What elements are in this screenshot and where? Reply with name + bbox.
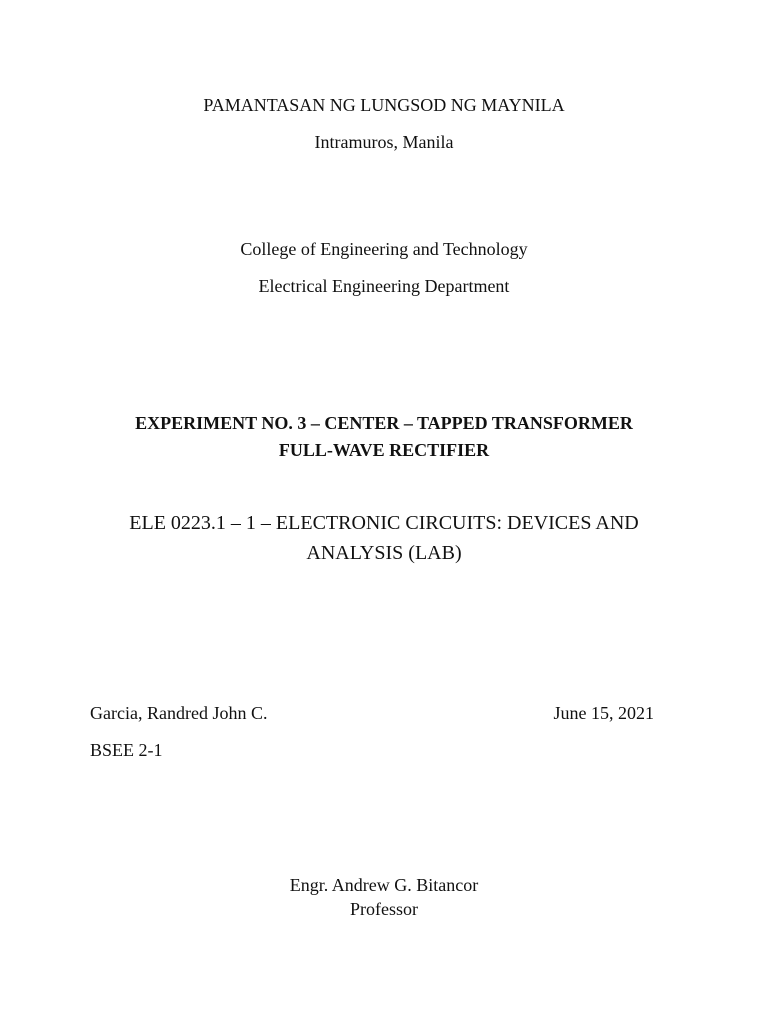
professor-role: Professor xyxy=(350,899,418,919)
student-name: Garcia, Randred John C. xyxy=(90,703,268,723)
course-title-line1: ELE 0223.1 – 1 – ELECTRONIC CIRCUITS: DEVICES AND xyxy=(129,512,639,534)
professor-name: Engr. Andrew G. Bitancor xyxy=(289,875,479,895)
submission-date: June 15, 2021 xyxy=(553,703,654,723)
department-name: Electrical Engineering Department xyxy=(258,276,510,296)
university-location: Intramuros, Manila xyxy=(314,132,454,152)
experiment-title-line2: FULL-WAVE RECTIFIER xyxy=(278,440,490,460)
student-section: BSEE 2-1 xyxy=(90,740,163,760)
university-name: PAMANTASAN NG LUNGSOD NG MAYNILA xyxy=(203,95,565,115)
experiment-title-line1: EXPERIMENT NO. 3 – CENTER – TAPPED TRANSFORMER xyxy=(135,413,633,433)
college-name: College of Engineering and Technology xyxy=(240,239,528,259)
course-title-line2: ANALYSIS (LAB) xyxy=(306,542,462,564)
